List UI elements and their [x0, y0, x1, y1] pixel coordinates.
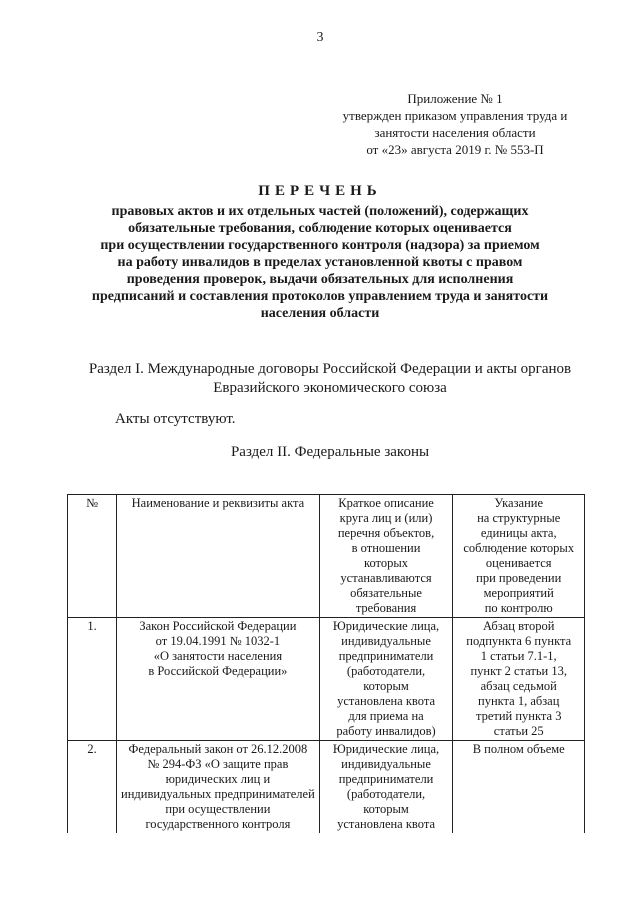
table-header-row: [68, 495, 585, 618]
act-name-cell: Закон Российской Федерации от 19.04.1991 № 1032-1 «О занятости населения в Российской Федерации»: [117, 618, 319, 741]
table-row: [68, 741, 585, 834]
title-line: проведения проверок, выдачи обязательных для исполнения: [126, 272, 514, 287]
row-number: 1.: [68, 618, 117, 741]
description-cell: Юридические лица, индивидуальные предприниматели (работодатели, которым установлена квота для приема на работу инвалидов): [319, 618, 453, 741]
appendix-line: Приложение № 1: [407, 91, 503, 106]
table-row: [68, 618, 585, 741]
appendix-line: занятости населения области: [374, 125, 536, 140]
header-act-name: Наименование и реквизиты акта: [117, 495, 319, 618]
structural-units-cell: В полном объеме: [453, 741, 585, 834]
appendix-line: от «23» августа 2019 г. № 553-П: [366, 142, 544, 157]
header-number: №: [68, 495, 117, 618]
document-title: [80, 183, 560, 322]
description-cell: Юридические лица, индивидуальные предприниматели (работодатели, которым установлена квота: [319, 741, 453, 834]
section-2-heading: Раздел II. Федеральные законы: [230, 444, 430, 460]
appendix-line: утвержден приказом управления труда и: [342, 108, 568, 123]
section-1-heading-line: Евразийского экономического союза: [213, 380, 447, 396]
appendix-approval-block: [330, 90, 580, 158]
title-line: правовых актов и их отдельных частей (положений), содержащих: [111, 204, 529, 219]
title-line: населения области: [260, 306, 380, 321]
section-1-heading-line: Раздел I. Международные договоры Российской Федерации и акты органов: [88, 361, 572, 377]
act-name-cell: Федеральный закон от 26.12.2008 № 294-ФЗ «О защите прав юридических лиц и индивидуальных предпринимателей при осуществлении государственного контроля: [117, 741, 319, 834]
header-description: Краткое описание круга лиц и (или) перечня объектов, в отношении которых устанавливаются обязательные требования: [319, 495, 453, 618]
section-1-heading: [60, 360, 600, 398]
section-1-note: Акты отсутствуют.: [115, 411, 236, 427]
page-number: 3: [316, 30, 324, 45]
title-word: ПЕРЕЧЕНЬ: [258, 183, 382, 199]
structural-units-cell: Абзац второй подпункта 6 пункта 1 статьи 7.1-1, пункт 2 статьи 13, абзац седьмой пункта 1, абзац третий пункта 3 статьи 25: [453, 618, 585, 741]
title-line: при осуществлении государственного контроля (надзора) за приемом: [100, 238, 540, 253]
header-structural-units: Указание на структурные единицы акта, соблюдение которых оценивается при проведении мероприятий по контролю: [453, 495, 585, 618]
title-line: предписаний и составления протоколов управлением труда и занятости: [91, 289, 549, 304]
title-line: на работу инвалидов в пределах установленной квоты с правом: [117, 255, 523, 270]
row-number: 2.: [68, 741, 117, 834]
acts-table: [67, 494, 585, 833]
title-line: обязательные требования, соблюдение которых оценивается: [128, 221, 512, 236]
